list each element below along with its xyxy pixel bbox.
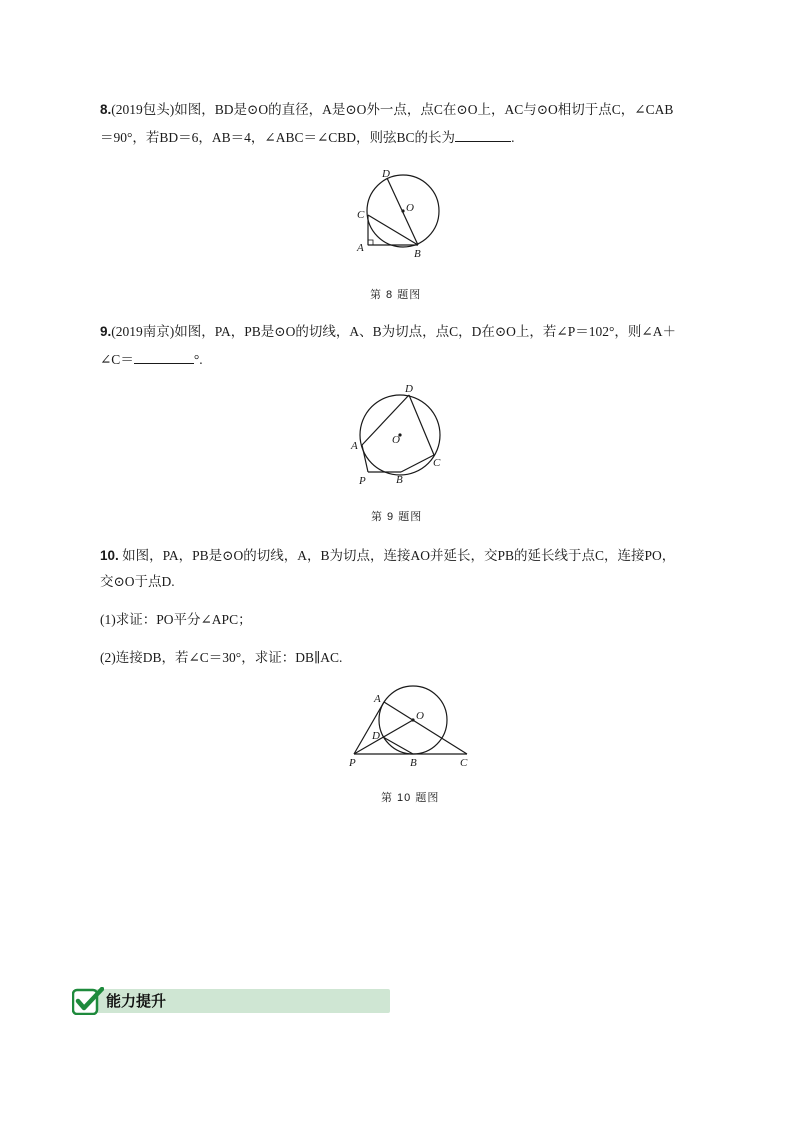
q10-label-d: D bbox=[372, 730, 380, 742]
q9-line-ad bbox=[362, 395, 409, 445]
q10-line1 bbox=[100, 546, 675, 566]
q8-label-o: O bbox=[406, 202, 414, 214]
q10-figure bbox=[340, 680, 480, 772]
q9-label-p: P bbox=[359, 475, 366, 487]
q9-text2: ∠C＝ bbox=[100, 352, 134, 367]
q8-text: (2019包头)如图，BD是⊙O的直径，A是⊙O外一点，点C在⊙O上，AC与⊙O相切于点C，∠CAB bbox=[111, 102, 674, 117]
q10-label-a: A bbox=[374, 693, 381, 705]
q9-line-cb bbox=[401, 455, 434, 472]
q9-text: (2019南京)如图，PA，PB是⊙O的切线，A、B为切点，点C，D在⊙O上，若∠P＝102°，则∠A＋ bbox=[111, 324, 676, 339]
q8-figure bbox=[350, 165, 450, 260]
q10-part1: (1)求证：PO平分∠APC； bbox=[100, 612, 252, 627]
checkmark-icon bbox=[72, 987, 104, 1015]
q8-number: 8. bbox=[100, 102, 112, 117]
q9-answer-blank[interactable] bbox=[134, 351, 194, 364]
q9-label-b: B bbox=[396, 474, 403, 486]
q10-text: 如图，PA，PB是⊙O的切线，A，B为切点，连接AO并延长，交PB的延长线于点C，连接PO， bbox=[122, 548, 676, 563]
q10-number: 10. bbox=[100, 548, 119, 563]
q10-center-dot bbox=[411, 718, 414, 721]
q9-label-c: C bbox=[433, 457, 441, 469]
q8-right-angle bbox=[368, 240, 373, 245]
q9-figure bbox=[345, 380, 455, 490]
q10-part2: (2)连接DB，若∠C＝30°，求证：DB∥AC. bbox=[100, 650, 343, 665]
q10-label-b: B bbox=[410, 757, 417, 769]
q8-answer-blank[interactable] bbox=[455, 129, 511, 142]
q8-label-d: D bbox=[382, 168, 390, 180]
q10-line-db bbox=[383, 737, 413, 754]
q10-label-c: C bbox=[460, 757, 468, 769]
q8-label-c: C bbox=[357, 209, 365, 221]
q8-text2: ＝90°，若BD＝6，AB＝4，∠ABC＝∠CBD，则弦BC的长为 bbox=[100, 130, 456, 145]
q8-center-dot bbox=[401, 209, 404, 212]
q10-label-p: P bbox=[349, 757, 356, 769]
q9-label-a: A bbox=[351, 440, 358, 452]
q10-line2: 交⊙O于点D. bbox=[100, 574, 175, 589]
q8-label-a: A bbox=[357, 242, 364, 254]
q8-label-b: B bbox=[414, 248, 421, 260]
q9-line-dc bbox=[409, 395, 434, 455]
q9-label-d: D bbox=[405, 383, 413, 395]
section-title: 能力提升 bbox=[106, 992, 167, 1010]
q8-caption: 第 8 题图 bbox=[370, 289, 422, 301]
q8-line1 bbox=[100, 100, 673, 120]
q9-number: 9. bbox=[100, 324, 112, 339]
q10-line-ac bbox=[384, 702, 467, 754]
q10-label-o: O bbox=[416, 710, 424, 722]
q9-caption: 第 9 题图 bbox=[371, 511, 423, 523]
q10-caption: 第 10 题图 bbox=[381, 792, 440, 804]
q9-line2 bbox=[100, 350, 203, 370]
q9-text3: °. bbox=[193, 352, 203, 367]
q9-line1 bbox=[100, 322, 676, 342]
q8-text3: . bbox=[511, 130, 515, 145]
section-banner bbox=[72, 987, 390, 1015]
q8-line2 bbox=[100, 128, 514, 148]
q9-label-o: O bbox=[392, 434, 400, 446]
